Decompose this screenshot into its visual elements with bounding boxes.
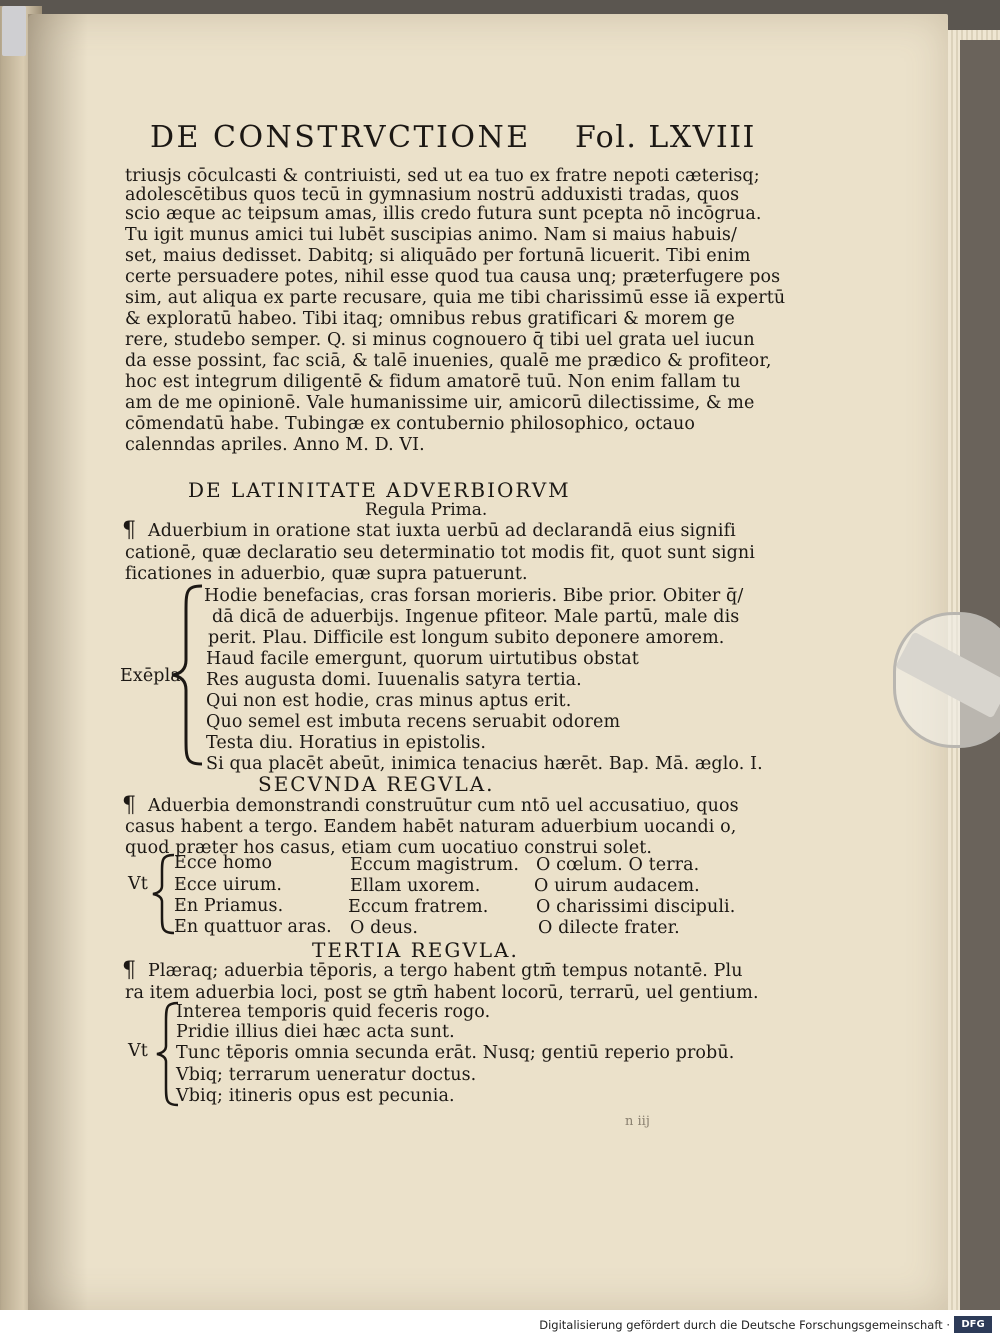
example-cell: En quattuor aras. — [174, 917, 332, 937]
example-line: Tunc tēporis omnia secunda erāt. Nusq; gentiū reperio probū. — [176, 1043, 735, 1063]
paragraph-mark-icon: ¶ — [122, 793, 137, 818]
letter-line: rere, studebo semper. Q. si minus cognouero q̄ tibi uel grata uel iucun — [125, 330, 755, 350]
example-cell: O uirum audacem. — [534, 876, 700, 896]
example-line: Vbiq; itineris opus est pecunia. — [176, 1086, 455, 1106]
letter-line: da esse possint, fac sciā, & talē inuenies, qualē me prædico & profiteor, — [125, 351, 772, 371]
example-line: Interea temporis quid feceris rogo. — [176, 1002, 491, 1022]
letter-line: scio æque ac teipsum amas, illis credo futura sunt pcepta nō incōgrua. — [125, 204, 762, 224]
footer-bar — [0, 1310, 1000, 1340]
example-cell: En Priamus. — [174, 896, 284, 916]
letter-line: Tu igit munus amici tui lubēt suscipias animo. Nam si maius habuis/ — [125, 225, 738, 245]
letter-line: set, maius dedisset. Dabitq; si aliquādo per fortunā licuerit. Tibi enim — [125, 246, 751, 266]
example-line: Haud facile emergunt, quorum uirtutibus obstat — [206, 649, 639, 669]
rule-heading: Regula Prima. — [365, 500, 488, 520]
rule-text-line: cationē, quæ declaratio seu determinatio tot modis fit, quot sunt signi — [125, 543, 755, 563]
dfg-logo: DFG — [954, 1316, 992, 1333]
rule-text-line: ra item aduerbia loci, post se gtm̄ habent locorū, terrarū, uel gentium. — [125, 983, 759, 1003]
example-line: Testa diu. Horatius in epistolis. — [206, 733, 487, 753]
letter-line: & exploratū habeo. Tibi itaq; omnibus rebus gratificari & morem ge — [125, 309, 735, 329]
letter-line: sim, aut aliqua ex parte recusare, quia me tibi charissimū esse iā expertū — [125, 288, 786, 308]
rule-text-line: Plæraq; aduerbia tēporis, a tergo habent gtm̄ tempus notantē. Plu — [148, 961, 743, 981]
example-cell: O dilecte frater. — [538, 918, 680, 938]
example-cell: Ellam uxorem. — [350, 876, 481, 896]
running-head: DE CONSTRVCTIONE — [150, 120, 531, 155]
example-cell: O cœlum. O terra. — [536, 855, 700, 875]
letter-line: hoc est integrum diligentē & fidum amatorē tuū. Non enim fallam tu — [125, 372, 741, 392]
section-title: DE LATINITATE ADVERBIORVM — [188, 478, 571, 502]
example-line: Pridie illius diei hæc acta sunt. — [176, 1022, 455, 1042]
rule-text-line: Aduerbia demonstrandi construūtur cum ntō uel accusatiuo, quos — [148, 796, 739, 816]
folio-number: Fol. LXVIII — [575, 120, 756, 155]
example-cell: O deus. — [350, 918, 418, 938]
ut-label: Vt — [128, 874, 148, 894]
rule-text-line: casus habent a tergo. Eandem habēt naturam aduerbium uocandi o, — [125, 817, 737, 837]
letter-line: cōmendatū habe. Tubingæ ex contubernio philosophico, octauo — [125, 414, 696, 434]
rule-text-line: quod præter hos casus, etiam cum uocatiuo construi solet. — [125, 838, 653, 858]
signature-mark: n iij — [625, 1114, 650, 1129]
exempla-label: Exēpla — [120, 666, 181, 686]
page-gutter — [28, 14, 88, 1310]
example-line: Hodie benefacias, cras forsan morieris. Bibe prior. Obiter q̄/ — [204, 586, 744, 606]
footer-credit: Digitalisierung gefördert durch die Deutsche Forschungsgemeinschaft · — [539, 1318, 950, 1332]
example-cell: Ecce homo — [174, 853, 273, 873]
example-cell: Eccum magistrum. — [350, 855, 520, 875]
example-line: Quo semel est imbuta recens seruabit odorem — [206, 712, 621, 732]
example-cell: Eccum fratrem. — [348, 897, 489, 917]
binding-clip — [2, 6, 26, 56]
example-line: Res augusta domi. Iuuenalis satyra tertia. — [206, 670, 582, 690]
example-cell: O charissimi discipuli. — [536, 897, 736, 917]
letter-line: adolescētibus quos tecū in gymnasium nostrū adduxisti tradas, quos — [125, 185, 740, 205]
letter-line: calenndas apriles. Anno M. D. VI. — [125, 435, 425, 455]
paragraph-mark-icon: ¶ — [122, 958, 137, 983]
example-line: dā dicā de aduerbijs. Ingenue pfiteor. Male partū, male dis — [212, 607, 740, 627]
rule-text-line: ficationes in aduerbio, quæ supra patuerunt. — [125, 564, 528, 584]
example-line: perit. Plau. Difficile est longum subito deponere amorem. — [208, 628, 725, 648]
example-line: Qui non est hodie, cras minus aptus erit. — [206, 691, 572, 711]
letter-line: certe persuadere potes, nihil esse quod tua causa unq; præterfugere pos — [125, 267, 781, 287]
letter-line: am de me opinionē. Vale humanissime uir, amicorū dilectissime, & me — [125, 393, 755, 413]
rule-heading: TERTIA REGVLA. — [312, 938, 519, 962]
example-line: Si qua placēt abeūt, inimica tenacius hærēt. Bap. Mā. æglo. I. — [206, 754, 763, 774]
rule-text-line: Aduerbium in oratione stat iuxta uerbū ad declarandā eius signifi — [148, 521, 736, 541]
example-cell: Ecce uirum. — [174, 875, 283, 895]
letter-line: triusjs cōculcasti & contriuisti, sed ut ea tuo ex fratre nepoti cæterisq; — [125, 166, 760, 186]
example-line: Vbiq; terrarum ueneratur doctus. — [176, 1065, 477, 1085]
rule-heading: SECVNDA REGVLA. — [258, 772, 495, 796]
paragraph-mark-icon: ¶ — [122, 518, 137, 543]
ut-label: Vt — [128, 1041, 148, 1061]
